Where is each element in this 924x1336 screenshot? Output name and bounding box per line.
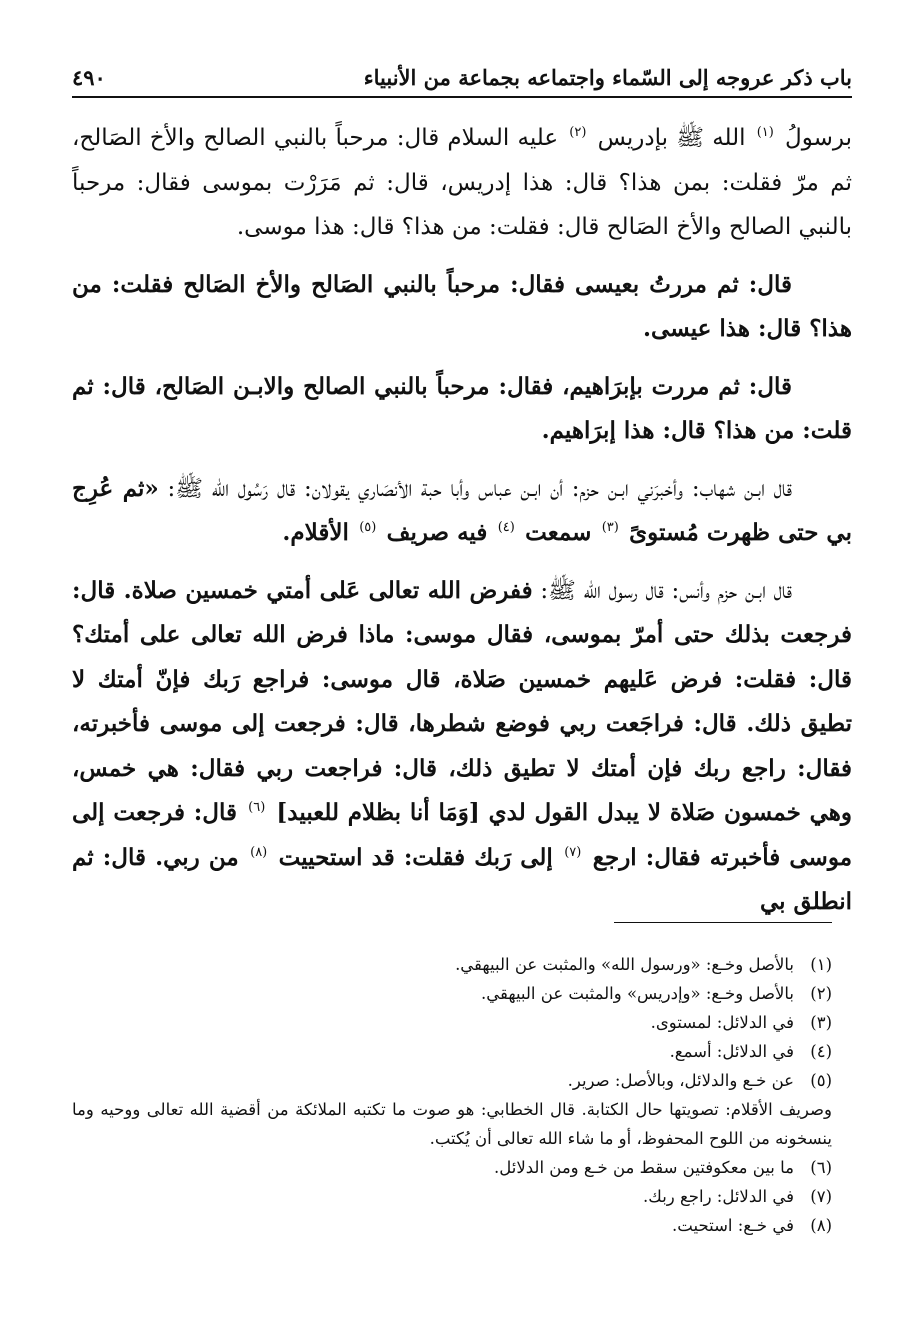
footnote-5	[72, 1066, 832, 1095]
footnote-number: (٦)	[810, 1158, 832, 1177]
p4-text-c: سمعت	[525, 519, 592, 546]
footnote-text: بالأصل وخـع: «ورسول الله» والمثبت عن البيهقي.	[455, 955, 794, 974]
footnote-text: في الدلائل: راجع ربك.	[643, 1187, 794, 1206]
footnote-text: بالأصل وخـع: «وإدريس» والمثبت عن البيهقي.	[481, 984, 794, 1003]
footnote-number: (١)	[810, 955, 832, 974]
footnote-marker-5: (٥)	[359, 520, 377, 536]
p5-text-d: إلى رَبك فقلت: قد استحييت	[278, 843, 553, 871]
footnote-marker-6: (٦)	[248, 800, 266, 816]
footnote-separator	[614, 922, 832, 923]
paragraph-5	[72, 569, 852, 925]
footnote-marker-7: (٧)	[564, 844, 582, 860]
footnote-5-continuation: وصريف الأقلام: تصويتها حال الكتابة. قال الخطابي: هو صوت ما تكتبه الملائكة من أقضية الله تعالى ووحيه وما ينسخونه من اللوح المحفوظ، أو ما شاء الله تعالى أن يُكتب.	[72, 1100, 832, 1148]
p4-text-e: الأقلام.	[282, 519, 349, 546]
footnote-number: (٤)	[810, 1042, 832, 1061]
footnote-number: (٣)	[810, 1013, 832, 1032]
p5-text-e: من ربي. قال: ثم انطلق بي	[72, 843, 852, 915]
footnote-7	[72, 1182, 832, 1211]
footnote-number: (٢)	[810, 984, 832, 1003]
footnotes	[72, 950, 832, 1240]
footnote-text: في خـع: استحيت.	[672, 1216, 794, 1235]
running-header	[72, 50, 852, 98]
p5-text-b: ففرض الله تعالى عَلى أمتي خمسين صلاة. قال: فرجعت بذلك حتى أمرّ بموسى، فقال موسى: ماذا فرض الله تعالى على أمتك؟ قال: فقلت: فرض عَليهم خمسين صَلاة، قال موسى: فراجع رَبك فإنّ أمتك لا تطيق ذلك. قال: فراجَعت ربي فوضع شطرها، قال: فرجعت إلى موسى فأخبرته، فقال: راجع ربك فإن أمتك لا تطيق ذلك، قال: فراجعت ربي فقال: هي خمس، وهي خمسون صَلاة لا يبدل القول لدي [وَمَا أنا بظلام للعبيد]	[72, 576, 853, 826]
footnote-number: (٨)	[810, 1216, 832, 1235]
footnote-text: في الدلائل: أسمع.	[669, 1042, 794, 1061]
footnote-1	[72, 950, 832, 979]
footnote-number: (٧)	[810, 1187, 832, 1206]
footnote-marker-4: (٤)	[497, 520, 515, 536]
page-number: ٤٩٠	[72, 65, 106, 90]
footnote-marker-2: (٢)	[569, 125, 587, 141]
footnote-marker-8: (٨)	[250, 844, 268, 860]
footnote-text: عن خـع والدلائل، وبالأصل: صرير.	[567, 1071, 794, 1090]
p1-text-b: الله ﷺ بإدريس	[597, 125, 746, 151]
p5-text-c: قال: فرجعت إلى موسى فأخبرته فقال: ارجع	[72, 799, 853, 871]
footnote-text: في الدلائل: لمستوى.	[650, 1013, 794, 1032]
paragraph-3: قال: ثم مررت بإبرَاهيم، فقال: مرحباً بالنبي الصالح والابـن الصَالح، قال: ثم قلت: من هذا؟ قال: هذا إبرَاهيم.	[72, 372, 852, 444]
p1-text-a: برسولُ	[785, 125, 852, 151]
footnote-6	[72, 1153, 832, 1182]
paragraph-4	[72, 467, 852, 556]
main-text	[72, 116, 852, 938]
footnote-8	[72, 1211, 832, 1240]
footnote-2	[72, 979, 832, 1008]
paragraph-1	[72, 116, 852, 250]
p1-text-c: عليه السلام قال: مرحباً بالنبي الصالح والأخ الصَالح، ثم مرّ فقلت: بمن هذا؟ قال: هذا إدريس، قال: ثم مَرَرْت بموسى فقال: مرحباً بالنبي الصالح والأخ الصَالح قال: فقلت: من هذا؟ قال: هذا موسى.	[72, 125, 852, 240]
header-title: باب ذكر عروجه إلى السّماء واجتماعه بجماعة من الأنبياء	[363, 65, 852, 90]
p4-text-b: «ثم عُرِج بي حتى ظهرت مُستوىً	[72, 474, 852, 546]
footnote-4	[72, 1037, 832, 1066]
footnote-number: (٥)	[810, 1071, 832, 1090]
p4-text-a: قال ابـن شهاب: وأخبرَني ابـن حزم: أن ابـن عباس وأبا حبة الأنصَاري يقولان: قال رَسُول الله ﷺ:	[167, 475, 792, 502]
footnote-marker-1: (١)	[756, 125, 774, 141]
footnote-marker-3: (٣)	[601, 520, 619, 536]
p5-text-a: قال ابـن حزم وأنس: قال رسول الله ﷺ:	[540, 577, 793, 604]
p4-text-d: فيه صريف	[386, 519, 488, 546]
footnote-text: ما بين معكوفتين سقط من خـع ومن الدلائل.	[494, 1158, 794, 1177]
footnote-3	[72, 1008, 832, 1037]
paragraph-2: قال: ثم مررتُ بعيسى فقال: مرحباً بالنبي الصَالح والأخ الصَالح فقلت: من هذا؟ قال: هذا عيسى.	[72, 270, 852, 342]
